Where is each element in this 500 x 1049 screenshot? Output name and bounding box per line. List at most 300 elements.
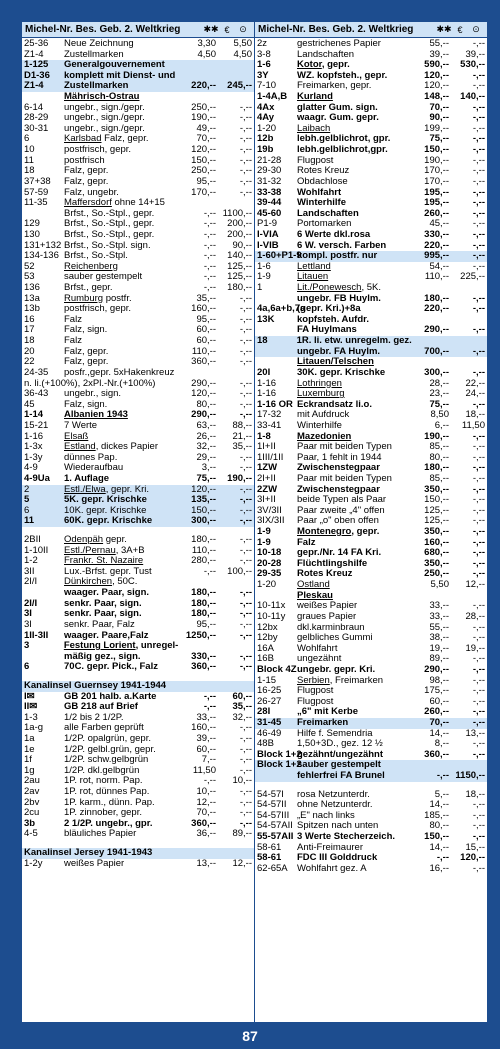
catalog-number: 131+132 [24, 239, 62, 251]
listing-row [255, 601, 487, 612]
catalog-number: 1 [257, 282, 263, 294]
price-used: -,-- [239, 515, 252, 527]
catalog-number: 3Y [257, 69, 269, 81]
listing-row [22, 325, 254, 336]
spacer [22, 527, 254, 535]
listing-row [22, 368, 254, 379]
listing-row [22, 294, 254, 305]
catalog-number: 1-4A,B [257, 91, 288, 103]
price-used: -,-- [239, 629, 252, 641]
catalog-number: 2 [24, 483, 30, 495]
item-description: Mazedonien [297, 430, 352, 442]
price-used: 530,-- [460, 59, 485, 71]
price-used: -,-- [472, 526, 485, 538]
price-mint: -,-- [203, 239, 216, 251]
price-used: -,-- [472, 674, 485, 686]
listing-row [22, 421, 254, 432]
item-description: Hilfe f. Semendria [297, 727, 373, 739]
item-description: ungebr., sign./gepr. [64, 101, 145, 113]
listing-row [255, 665, 487, 676]
price-used: -,-- [472, 69, 485, 81]
catalog-number: 1a-g [24, 722, 44, 734]
catalog-number: 16B [257, 653, 274, 665]
price-mint: 185,-- [424, 809, 449, 821]
price-used: -,-- [472, 133, 485, 145]
listing-row [255, 707, 487, 718]
euro-symbol: € [224, 24, 230, 35]
listing-row [255, 198, 487, 209]
item-description: 1,50+3D., gez. 12 ½ [297, 738, 383, 750]
price-mint: 85,-- [429, 472, 449, 484]
price-mint: 160,-- [191, 722, 216, 734]
price-used: -,-- [472, 472, 485, 484]
catalog-number: 1-3x [24, 441, 43, 453]
item-description: 1P. rot, norm. Pap. [64, 775, 143, 787]
item-description: Flugpost [297, 695, 334, 707]
price-mint: 180,-- [191, 597, 216, 609]
price-used: -,-- [239, 494, 252, 506]
listing-row [22, 829, 254, 840]
price-mint: 95,-- [196, 618, 216, 630]
listing-row [255, 410, 487, 421]
catalog-number: 1-60+P1-9 [257, 250, 302, 262]
listing-row [255, 580, 487, 591]
item-description: sauber gestempelt [64, 271, 143, 283]
catalog-number: 7-10 [257, 80, 277, 92]
price-used: 245,-- [227, 80, 252, 92]
price-mint: 680,-- [424, 547, 449, 559]
price-mint: 60,-- [196, 324, 216, 336]
price-mint: 38,-- [429, 632, 449, 644]
price-mint: 590,-- [424, 59, 449, 71]
price-mint: 160,-- [191, 303, 216, 315]
item-description: Freimarken, gepr. [297, 80, 372, 92]
price-used: -,-- [472, 820, 485, 832]
item-description: Estl./Elwa, gepr. Kri. [64, 483, 150, 495]
price-used: -,-- [472, 663, 485, 675]
price-used: 22,-- [465, 377, 485, 389]
price-mint: 14,-- [429, 727, 449, 739]
catalog-number: 2cu [24, 807, 40, 819]
item-description: 1P. zinnober, gepr. [64, 807, 142, 819]
price-mint: 3,-- [201, 462, 216, 474]
price-mint: 95,-- [196, 175, 216, 187]
price-used: -,-- [472, 144, 485, 156]
item-description: 6 W. versch. Farben [297, 239, 387, 251]
price-mint: 120,-- [191, 483, 216, 495]
catalog-number: 10-11x [257, 600, 286, 612]
price-used: -,-- [472, 38, 485, 49]
price-used: -,-- [239, 555, 252, 567]
item-description: graues Papier [297, 610, 357, 622]
item-description: FA Huylmans [297, 324, 357, 336]
item-description: ungebr. gepr. Kri. [297, 663, 376, 675]
price-mint: 148,-- [424, 91, 449, 103]
listing-row [255, 853, 487, 864]
price-used: -,-- [239, 587, 252, 599]
price-mint: 29,-- [196, 451, 216, 463]
listing-row [255, 771, 487, 782]
item-description: alle Farben geprüft [64, 722, 144, 734]
price-mint: 70,-- [429, 101, 449, 113]
price-used: -,-- [472, 122, 485, 134]
item-description: mit Aufdruck [297, 409, 350, 421]
listing-row [22, 474, 254, 485]
price-used: -,-- [239, 377, 252, 389]
item-description: Kurland [297, 91, 333, 103]
price-mint: -,-- [203, 565, 216, 577]
catalog-number: 2z [257, 38, 268, 49]
catalog-number: 1e [24, 743, 35, 755]
catalog-number: 13b [24, 303, 40, 315]
price-used: -,-- [472, 398, 485, 410]
price-used: -,-- [472, 292, 485, 304]
price-used: -,-- [472, 515, 485, 527]
item-description: Obdachlose [297, 175, 348, 187]
item-description: Zwischenstegpaar [297, 462, 380, 474]
price-used: -,-- [239, 409, 252, 421]
listing-row [22, 347, 254, 358]
item-description: Lux.-Brfst. gepr. Tust [64, 565, 152, 577]
price-mint: 260,-- [424, 207, 449, 219]
price-used: -,-- [472, 112, 485, 124]
catalog-number: 130 [24, 228, 40, 240]
price-used: -,-- [472, 366, 485, 378]
listing-row [22, 410, 254, 421]
listing-row [255, 400, 487, 411]
price-mint: 70,-- [196, 807, 216, 819]
price-used: 13,-- [465, 727, 485, 739]
price-used: -,-- [239, 154, 252, 166]
listing-row [22, 71, 254, 82]
price-mint: 45,-- [429, 218, 449, 230]
catalog-number: 18 [24, 335, 35, 347]
listing-row [255, 527, 487, 538]
item-description: Freimarken [297, 717, 349, 728]
price-used: -,-- [472, 504, 485, 516]
item-description: Brfst., So.-Stpl., gepr. [64, 218, 155, 230]
item-description: ungebr., sign./gepr. [64, 122, 145, 134]
catalog-number: 30-31 [24, 122, 49, 134]
catalog-number: 54-57AII [257, 820, 293, 832]
item-description: 2 1/2P. ungebr., gpr. [64, 817, 153, 829]
catalog-number: 24-35 [24, 366, 49, 378]
catalog-number: 22 [24, 356, 35, 368]
catalog-number: 1-14 [24, 409, 44, 421]
price-mint: 700,-- [424, 345, 449, 357]
catalog-number: 2au [24, 775, 40, 787]
price-mint: 350,-- [424, 526, 449, 538]
price-used: 140,-- [460, 91, 485, 103]
price-used: -,-- [472, 228, 485, 240]
catalog-number: 1II-3II [24, 629, 49, 641]
price-used: 5,50 [233, 38, 252, 49]
price-mint: 150,-- [191, 504, 216, 516]
listing-row [22, 567, 254, 578]
catalog-number: 31-32 [257, 175, 282, 187]
item-description: (gepr. Kri.)+8a [297, 303, 361, 315]
listing-row [22, 819, 254, 830]
item-description: Anti-Freimaurer [297, 841, 363, 853]
price-mint: 180,-- [424, 462, 449, 474]
catalog-number: 17-32 [257, 409, 282, 421]
item-description: Falz, ungebr. [64, 186, 119, 198]
item-description: 6 Werte dkl.rosa [297, 228, 371, 240]
catalog-number: 48B [257, 738, 274, 750]
price-mint: 250,-- [191, 165, 216, 177]
listing-row [255, 251, 487, 262]
catalog-number: 4-5 [24, 828, 38, 840]
euro-symbol: € [457, 24, 463, 35]
catalog-number: 2I/I [24, 597, 38, 609]
item-description: Paar mit beiden Typen [297, 441, 392, 453]
item-description: GB 201 halb. a.Karte [64, 690, 157, 702]
listing-row [255, 262, 487, 273]
item-description: Falz, gepr. [64, 356, 109, 368]
mnh-symbol: ✱✱ [436, 24, 452, 34]
listing-row [255, 864, 487, 875]
price-mint: 33,-- [429, 610, 449, 622]
catalog-number: 25-36 [24, 38, 49, 49]
item-description: Brfst., gepr. [64, 282, 113, 294]
price-mint: 14,-- [429, 841, 449, 853]
item-description: Reichenberg [64, 260, 118, 272]
item-description: Wohlfahrt [297, 642, 338, 654]
item-description: Odenpäh gepr. [64, 534, 127, 546]
price-used: 1100,-- [222, 207, 252, 219]
item-description: Landschaften [297, 207, 359, 219]
listing-row [22, 620, 254, 631]
item-description: Maffersdorf ohne 14+15 [64, 197, 165, 209]
listing-row [22, 609, 254, 620]
listing-row [255, 81, 487, 92]
price-mint: 290,-- [191, 377, 216, 389]
price-used: -,-- [472, 430, 485, 442]
price-used: -,-- [472, 706, 485, 718]
price-mint: 55,-- [429, 38, 449, 49]
catalog-number: 10-11y [257, 610, 286, 622]
price-used: 4,50 [233, 48, 252, 60]
price-used: -,-- [239, 165, 252, 177]
price-mint: 16,-- [429, 862, 449, 874]
price-mint: 250,-- [424, 568, 449, 580]
price-mint: 80,-- [429, 820, 449, 832]
price-mint: -,-- [203, 250, 216, 262]
price-used: -,-- [472, 685, 485, 697]
header-title: Michel-Nr. Bes. Geb. 2. Weltkrieg [25, 24, 181, 35]
price-mint: 120,-- [424, 69, 449, 81]
item-description: fehlerfrei FA Brunel [297, 770, 385, 782]
price-used: 140,-- [227, 250, 252, 262]
price-used: 32,-- [232, 711, 252, 723]
catalog-number: 1-2y [24, 857, 43, 869]
catalog-number: 3I+II [257, 494, 276, 506]
listing-row [22, 692, 254, 703]
price-mint: 120,-- [191, 388, 216, 400]
catalog-number: D1-36 [24, 69, 50, 81]
catalog-number: 1-16 [257, 388, 277, 400]
listing-row [22, 379, 254, 390]
item-description: Serbien, Freimarken [297, 674, 384, 686]
listing-row [255, 800, 487, 811]
item-description: Zwischenstegpaar [297, 483, 380, 495]
catalog-number: 62-65A [257, 862, 288, 874]
listing-row [22, 304, 254, 315]
item-description: Rotes Kreuz [297, 165, 350, 177]
price-mint: 120,-- [191, 144, 216, 156]
price-mint: 85,-- [429, 441, 449, 453]
price-used: -,-- [239, 335, 252, 347]
item-description: rosa Netzunterdr. [297, 788, 370, 800]
price-used: 200,-- [227, 218, 252, 230]
item-description: posfr.,gepr. 5xHakenkreuz [64, 366, 175, 378]
header-title: Michel-Nr. Bes. Geb. 2. Weltkrieg [258, 24, 414, 35]
price-used: 125,-- [227, 271, 252, 283]
price-used: -,-- [472, 260, 485, 272]
item-description: 10K. gepr. Krischke [64, 504, 147, 516]
catalog-number: 20I [257, 366, 271, 378]
listing-row [22, 859, 254, 870]
catalog-number: 39-44 [257, 197, 282, 209]
price-used: -,-- [239, 122, 252, 134]
price-mint: 70,-- [196, 133, 216, 145]
price-mint: 5,-- [434, 788, 449, 800]
item-description: Festung Lorient, unregel- [63, 640, 179, 652]
price-used: 11,50 [461, 419, 485, 431]
price-mint: 260,-- [424, 706, 449, 718]
price-used: -,-- [472, 809, 485, 821]
listing-row [255, 145, 487, 156]
item-description: gepr./Nr. 14 FA Kri. [297, 547, 382, 559]
right-column [254, 22, 487, 1022]
item-description: ohne Netzunterdr. [297, 799, 373, 811]
price-mint: 80,-- [429, 451, 449, 463]
catalog-number: 1III/1II [257, 451, 284, 463]
price-mint: 10,-- [196, 786, 216, 798]
listing-row [22, 134, 254, 145]
price-mint: 360,-- [191, 661, 216, 673]
catalog-number: 18 [257, 335, 268, 347]
price-used: -,-- [239, 112, 252, 124]
catalog-number: 134-136 [24, 250, 59, 262]
catalog-number: 1-2 [24, 555, 38, 567]
price-mint: 300,-- [191, 515, 216, 527]
catalog-number: 45 [24, 398, 35, 410]
listing-row [255, 548, 487, 559]
catalog-number: 58-61 [257, 841, 282, 853]
price-used: -,-- [239, 807, 252, 819]
price-mint: 120,-- [424, 80, 449, 92]
item-description: ungebr. FA Huylm. [297, 345, 381, 357]
item-description: komplett mit Dienst- und [64, 69, 176, 81]
item-description: waager. Paare,Falz [64, 629, 149, 641]
price-mint: 195,-- [424, 197, 449, 209]
price-used: -,-- [472, 557, 485, 569]
price-mint: 110,-- [424, 271, 449, 283]
price-mint: 175,-- [424, 685, 449, 697]
catalog-number: 4-9 [24, 462, 38, 474]
item-description: Wohlfahrt gez. A [297, 862, 367, 874]
listing-row [255, 676, 487, 687]
price-mint: 125,-- [424, 504, 449, 516]
price-mint: 33,-- [429, 600, 449, 612]
price-mint: 98,-- [429, 674, 449, 686]
price-used: -,-- [239, 661, 252, 673]
price-used: 18,-- [465, 788, 485, 800]
catalog-number: I-VIB [257, 239, 279, 251]
item-description: Winterhilfe [297, 419, 342, 431]
price-mint: 75,-- [429, 398, 449, 410]
item-description: glatter Gum. sign. [297, 101, 378, 113]
catalog-number: 36-43 [24, 388, 49, 400]
right-listing [255, 38, 487, 875]
item-description: dünnes Pap. [64, 451, 118, 463]
catalog-number: 2bv [24, 796, 40, 808]
item-description: mäßig gez., sign. [64, 650, 141, 662]
price-mint: 220,-- [424, 239, 449, 251]
price-mint: 160,-- [424, 536, 449, 548]
catalog-number: 15-21 [24, 419, 49, 431]
price-used: -,-- [472, 717, 485, 728]
price-mint: 7,-- [201, 754, 216, 766]
item-description: Brfst., So.-Stpl., gepr. [64, 207, 155, 219]
item-description: 1R. li. etw. unregelm. gez. [296, 335, 412, 347]
used-symbol: ⊙ [239, 24, 247, 34]
item-description: 60K. gepr. Krischke [64, 515, 153, 527]
listing-row [255, 559, 487, 570]
used-symbol: ⊙ [472, 24, 480, 34]
price-used: -,-- [472, 175, 485, 187]
price-used: -,-- [239, 817, 252, 829]
listing-row [255, 209, 487, 220]
catalog-number: II✉ [24, 701, 38, 713]
catalog-number: 3I [24, 608, 32, 620]
price-mint: 70,-- [429, 717, 449, 728]
price-used: -,-- [472, 165, 485, 177]
item-description: kompl. postfr. nur [297, 250, 378, 262]
price-used: -,-- [239, 754, 252, 766]
catalog-number: 54-57II [257, 799, 287, 811]
catalog-number: Z1-4 [24, 80, 44, 92]
catalog-number: 1a [24, 733, 35, 744]
item-description: lebh.gelblichrot,gpr. [297, 144, 388, 156]
price-mint: 6,-- [434, 419, 449, 431]
price-used: -,-- [472, 547, 485, 559]
price-mint: -,-- [203, 282, 216, 294]
price-used: -,-- [239, 324, 252, 336]
price-mint: -,-- [203, 690, 216, 702]
catalog-number: 10 [24, 144, 35, 156]
item-description: FDC III Golddruck [297, 852, 378, 864]
item-description: 1/2P. dkl.gelbgrün [64, 764, 140, 776]
item-description: Falz [64, 313, 82, 325]
catalog-number: 11 [24, 154, 34, 166]
listing-row [255, 177, 487, 188]
item-description: 3 Werte Stecherzeich. [297, 831, 396, 843]
catalog-number: 1ZW [257, 462, 278, 474]
price-used: -,-- [472, 197, 485, 209]
price-mint: 290,-- [424, 663, 449, 675]
left-column-header [22, 22, 254, 38]
catalog-number: 2av [24, 786, 40, 798]
listing-row [22, 336, 254, 347]
price-used: 60,-- [232, 690, 252, 702]
price-mint: 60,-- [429, 695, 449, 707]
item-description: Paar mit beiden Typen [297, 472, 392, 484]
item-description: Ostland [297, 579, 330, 591]
catalog-number: 1-3 [24, 711, 38, 723]
price-mint: 190,-- [424, 154, 449, 166]
